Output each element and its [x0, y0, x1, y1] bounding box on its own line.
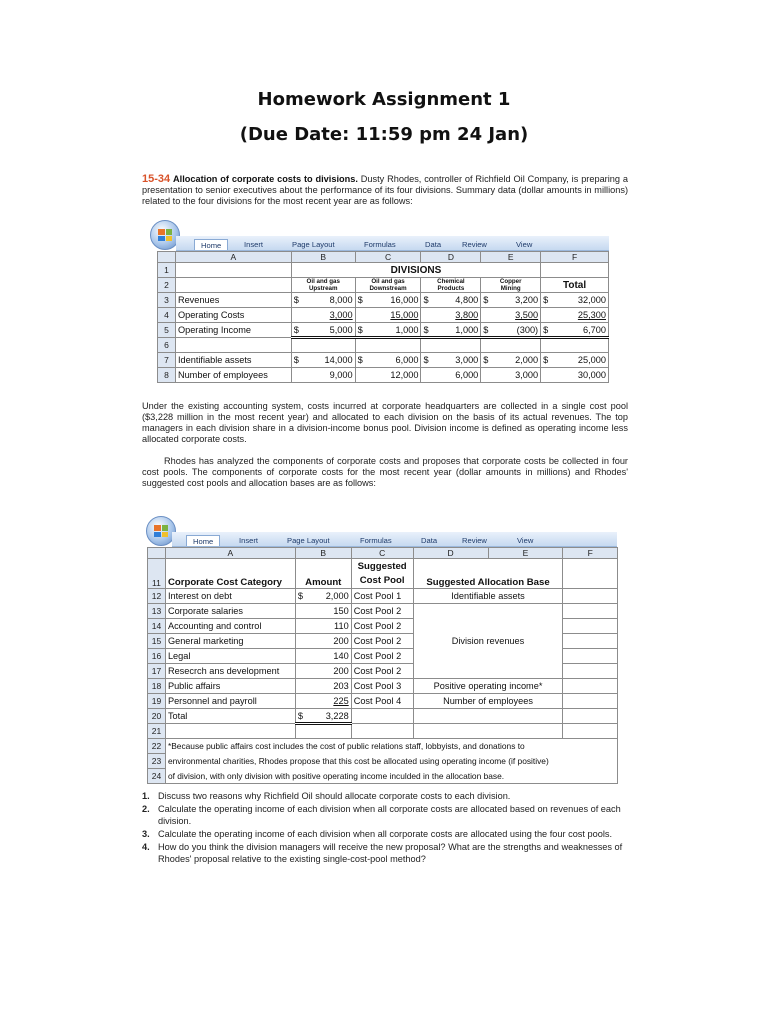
pool-cell[interactable]: Cost Pool 2 — [351, 649, 413, 664]
amount-cell[interactable]: 225 — [295, 694, 351, 709]
table-row — [158, 308, 609, 323]
tab-view[interactable]: View — [516, 240, 533, 249]
cell[interactable] — [563, 619, 618, 634]
page-title: Homework Assignment 1 — [257, 89, 511, 110]
value-cell[interactable]: $ 8,000 — [291, 293, 355, 308]
column-header-row — [148, 548, 618, 559]
pool-cell[interactable]: Cost Pool 2 — [351, 634, 413, 649]
amount-cell[interactable]: 200 — [295, 664, 351, 679]
category-cell[interactable]: Personnel and payroll — [165, 694, 295, 709]
cell[interactable] — [413, 724, 563, 739]
value-cell[interactable]: 6,000 — [421, 368, 481, 383]
row-label[interactable]: Revenues — [175, 293, 291, 308]
division-header[interactable]: Chemical Products — [421, 278, 481, 293]
value-cell[interactable]: 3,000 — [291, 308, 355, 323]
value-cell[interactable]: 3,800 — [421, 308, 481, 323]
base-cell[interactable]: Positive operating income* — [413, 679, 563, 694]
amount-cell[interactable]: 140 — [295, 649, 351, 664]
cell[interactable] — [563, 589, 618, 604]
col-header[interactable]: F — [541, 252, 609, 263]
value-cell[interactable]: $ (300) — [481, 323, 541, 338]
value-cell[interactable]: 30,000 — [541, 368, 609, 383]
category-header[interactable]: Corporate Cost Category — [165, 559, 295, 589]
row-number[interactable]: 11 — [148, 559, 166, 589]
tab-home[interactable]: Home — [186, 535, 220, 546]
problem-number: 15-34 — [142, 173, 171, 185]
col-header[interactable]: C — [351, 548, 413, 559]
row-number[interactable]: 4 — [158, 308, 176, 323]
col-header[interactable]: B — [291, 252, 355, 263]
division-header[interactable]: Copper Mining — [481, 278, 541, 293]
col-header[interactable]: D E — [413, 548, 563, 559]
table-row — [148, 709, 618, 724]
cell[interactable] — [563, 604, 618, 619]
value-cell[interactable]: $ 25,000 — [541, 353, 609, 368]
division-summary-table — [157, 251, 609, 383]
pool-cell[interactable]: Cost Pool 4 — [351, 694, 413, 709]
cost-pool-header[interactable]: Cost Pool — [351, 574, 413, 589]
cell[interactable] — [165, 724, 295, 739]
value-cell[interactable]: 3,500 — [481, 308, 541, 323]
problem-heading: Allocation of corporate costs to divisions. — [173, 174, 358, 184]
row-number[interactable]: 8 — [158, 368, 176, 383]
cell[interactable] — [563, 634, 618, 649]
footnote-line[interactable]: environmental charities, Rhodes propose that this cost be allocated using operating income (if positive) — [165, 754, 617, 769]
cell[interactable] — [563, 679, 618, 694]
col-header[interactable]: A — [175, 252, 291, 263]
base-cell[interactable]: Identifiable assets — [413, 589, 563, 604]
value-cell[interactable]: $ 6,700 — [541, 323, 609, 338]
col-header[interactable]: A — [165, 548, 295, 559]
tab-page-layout[interactable]: Page Layout — [292, 240, 335, 249]
amount-cell[interactable]: 150 — [295, 604, 351, 619]
corporate-cost-table — [147, 547, 618, 784]
value-cell[interactable]: 3,000 — [481, 368, 541, 383]
value-cell[interactable]: $ 1,000 — [421, 323, 481, 338]
col-header[interactable]: E — [481, 252, 541, 263]
tab-data[interactable]: Data — [421, 536, 438, 545]
cell[interactable] — [413, 709, 563, 724]
row-number[interactable]: 19 — [148, 694, 166, 709]
divisions-heading[interactable]: DIVISIONS — [291, 263, 540, 278]
table-row — [158, 323, 609, 338]
row-number[interactable]: 14 — [148, 619, 166, 634]
tab-data[interactable]: Data — [425, 240, 442, 249]
total-label[interactable]: Total — [165, 709, 295, 724]
paragraph-proposal: Rhodes has analyzed the components of corporate costs and proposes that corporate costs be collected in four cost pools. The components of corporate costs for the most recent year (dollar amounts in millions) and Rhodes' suggested cost pools and allocation bases are as follows: — [142, 456, 628, 488]
total-amount[interactable]: $ 3,228 — [295, 709, 351, 724]
pool-cell[interactable]: Cost Pool 2 — [351, 664, 413, 679]
pool-cell[interactable]: Cost Pool 2 — [351, 604, 413, 619]
value-cell[interactable]: $ 3,200 — [481, 293, 541, 308]
column-header-row — [158, 252, 609, 263]
value-cell[interactable]: 25,300 — [541, 308, 609, 323]
amount-header[interactable]: Amount — [295, 559, 351, 589]
value-cell[interactable]: $ 14,000 — [291, 353, 355, 368]
table-row — [148, 694, 618, 709]
division-header[interactable]: Oil and gas Upstream — [291, 278, 355, 293]
row-number[interactable]: 6 — [158, 338, 176, 353]
footnote-line[interactable]: of division, with only division with positive operating income inculded in the allocation base. — [165, 769, 617, 784]
cell[interactable] — [291, 338, 355, 353]
problem-intro-text: Dusty Rhodes, controller of Richfield Oil Company, is preparing a presentation to senior executives about the performance of its four divisions. Summary data (dollar amounts in millions) related to the four divisions for the most recent year are as follows: — [142, 174, 628, 206]
row-number[interactable]: 22 — [148, 739, 166, 754]
value-cell[interactable]: $ 3,000 — [421, 353, 481, 368]
tab-formulas[interactable]: Formulas — [360, 536, 392, 545]
table-row — [148, 589, 618, 604]
row-number[interactable]: 7 — [158, 353, 176, 368]
cell[interactable] — [563, 724, 618, 739]
row-number[interactable]: 15 — [148, 634, 166, 649]
suggested-header[interactable]: Suggested — [351, 559, 413, 574]
total-header[interactable]: Total — [541, 278, 609, 293]
question-item: 3. Calculate the operating income of each division when all corporate costs are allocated using the four cost pools. — [142, 829, 613, 839]
amount-cell[interactable]: 110 — [295, 619, 351, 634]
table-row — [148, 604, 618, 619]
cell[interactable] — [541, 338, 609, 353]
cell[interactable] — [563, 709, 618, 724]
category-cell[interactable]: Public affairs — [165, 679, 295, 694]
category-cell[interactable]: Accounting and control — [165, 619, 295, 634]
row-number[interactable]: 18 — [148, 679, 166, 694]
row-number[interactable]: 13 — [148, 604, 166, 619]
cell[interactable] — [175, 263, 291, 278]
table-row — [148, 679, 618, 694]
cell[interactable] — [175, 278, 291, 293]
category-cell[interactable]: Legal — [165, 649, 295, 664]
tab-view[interactable]: View — [517, 536, 534, 545]
row-number[interactable]: 17 — [148, 664, 166, 679]
value-cell[interactable]: $ 32,000 — [541, 293, 609, 308]
cell[interactable] — [563, 649, 618, 664]
value-cell[interactable]: $ 5,000 — [291, 323, 355, 338]
col-header[interactable]: C — [355, 252, 421, 263]
row-number[interactable]: 1 — [158, 263, 176, 278]
tab-insert[interactable]: Insert — [244, 240, 263, 249]
footnote-row — [148, 754, 618, 769]
value-cell[interactable]: 9,000 — [291, 368, 355, 383]
tab-review[interactable]: Review — [462, 240, 487, 249]
value-cell[interactable]: 12,000 — [355, 368, 421, 383]
corner-cell[interactable] — [148, 548, 166, 559]
value-cell[interactable]: $ 2,000 — [481, 353, 541, 368]
tab-review[interactable]: Review — [462, 536, 487, 545]
row-number[interactable]: 2 — [158, 278, 176, 293]
question-item: 4. How do you think the division managers will receive the new proposal? What are the strengths and weaknesses of Rhodes' proposal relative to the existing single-cost-pool method? — [142, 842, 623, 864]
row-number[interactable]: 23 — [148, 754, 166, 769]
value-cell[interactable]: $ 16,000 — [355, 293, 421, 308]
col-header[interactable]: F — [563, 548, 618, 559]
paragraph-existing-system: Under the existing accounting system, costs incurred at corporate headquarters are collected in a single cost pool ($3,228 million in the most recent year) and allocated to each division on the basis of its actual revenues. The top managers in each division share in a division-income bonus pool. Division income is defined as operating income less allocated corporate costs. — [142, 401, 628, 444]
row-label[interactable]: Operating Income — [175, 323, 291, 338]
tab-page-layout[interactable]: Page Layout — [287, 536, 330, 545]
base-cell[interactable]: Number of employees — [413, 694, 563, 709]
cell[interactable] — [351, 709, 413, 724]
category-cell[interactable]: Resecrch ans development — [165, 664, 295, 679]
question-list — [142, 790, 630, 866]
row-number[interactable]: 24 — [148, 769, 166, 784]
tab-formulas[interactable]: Formulas — [364, 240, 396, 249]
cell[interactable] — [351, 724, 413, 739]
row-number[interactable]: 16 — [148, 649, 166, 664]
cell[interactable] — [295, 724, 351, 739]
row-number[interactable]: 12 — [148, 589, 166, 604]
value-cell[interactable]: $ 6,000 — [355, 353, 421, 368]
category-cell[interactable]: Corporate salaries — [165, 604, 295, 619]
pool-cell[interactable]: Cost Pool 3 — [351, 679, 413, 694]
amount-cell[interactable]: 200 — [295, 634, 351, 649]
value-cell[interactable]: 15,000 — [355, 308, 421, 323]
row-number[interactable]: 3 — [158, 293, 176, 308]
amount-cell[interactable]: $ 2,000 — [295, 589, 351, 604]
row-number[interactable]: 5 — [158, 323, 176, 338]
col-header[interactable]: B — [295, 548, 351, 559]
pool-cell[interactable]: Cost Pool 2 — [351, 619, 413, 634]
row-label[interactable]: Number of employees — [175, 368, 291, 383]
cell[interactable] — [563, 664, 618, 679]
cell[interactable] — [563, 694, 618, 709]
value-cell[interactable]: $ 1,000 — [355, 323, 421, 338]
category-cell[interactable]: General marketing — [165, 634, 295, 649]
cell[interactable] — [563, 559, 618, 589]
allocation-base-header[interactable]: Suggested Allocation Base — [413, 559, 563, 589]
amount-cell[interactable]: 203 — [295, 679, 351, 694]
pool-cell[interactable]: Cost Pool 1 — [351, 589, 413, 604]
table-row — [158, 353, 609, 368]
row-label[interactable]: Identifiable assets — [175, 353, 291, 368]
value-cell[interactable]: $ 4,800 — [421, 293, 481, 308]
problem-intro — [142, 174, 628, 207]
row-label[interactable]: Operating Costs — [175, 308, 291, 323]
footnote-line[interactable]: *Because public affairs cost includes the cost of public relations staff, lobbyists, and donations to — [165, 739, 617, 754]
row-number[interactable]: 21 — [148, 724, 166, 739]
footnote-row — [148, 739, 618, 754]
cell[interactable] — [355, 338, 421, 353]
cell[interactable] — [421, 338, 481, 353]
tab-insert[interactable]: Insert — [239, 536, 258, 545]
question-item: 2. Calculate the operating income of each division when all corporate costs are allocated based on revenues of each division. — [142, 804, 621, 826]
cell[interactable] — [481, 338, 541, 353]
cell[interactable] — [175, 338, 291, 353]
table-row — [158, 293, 609, 308]
division-header[interactable]: Oil and gas Downstream — [355, 278, 421, 293]
footnote-row — [148, 769, 618, 784]
table-row — [158, 368, 609, 383]
cell[interactable] — [541, 263, 609, 278]
col-header[interactable]: D — [421, 252, 481, 263]
category-cell[interactable]: Interest on debt — [165, 589, 295, 604]
question-item: 1. Discuss two reasons why Richfield Oil should allocate corporate costs to each division. — [142, 791, 511, 801]
tab-home[interactable]: Home — [194, 239, 228, 250]
base-cell[interactable]: Division revenues — [413, 604, 563, 679]
corner-cell[interactable] — [158, 252, 176, 263]
due-date: (Due Date: 11:59 pm 24 Jan) — [239, 124, 529, 145]
row-number[interactable]: 20 — [148, 709, 166, 724]
